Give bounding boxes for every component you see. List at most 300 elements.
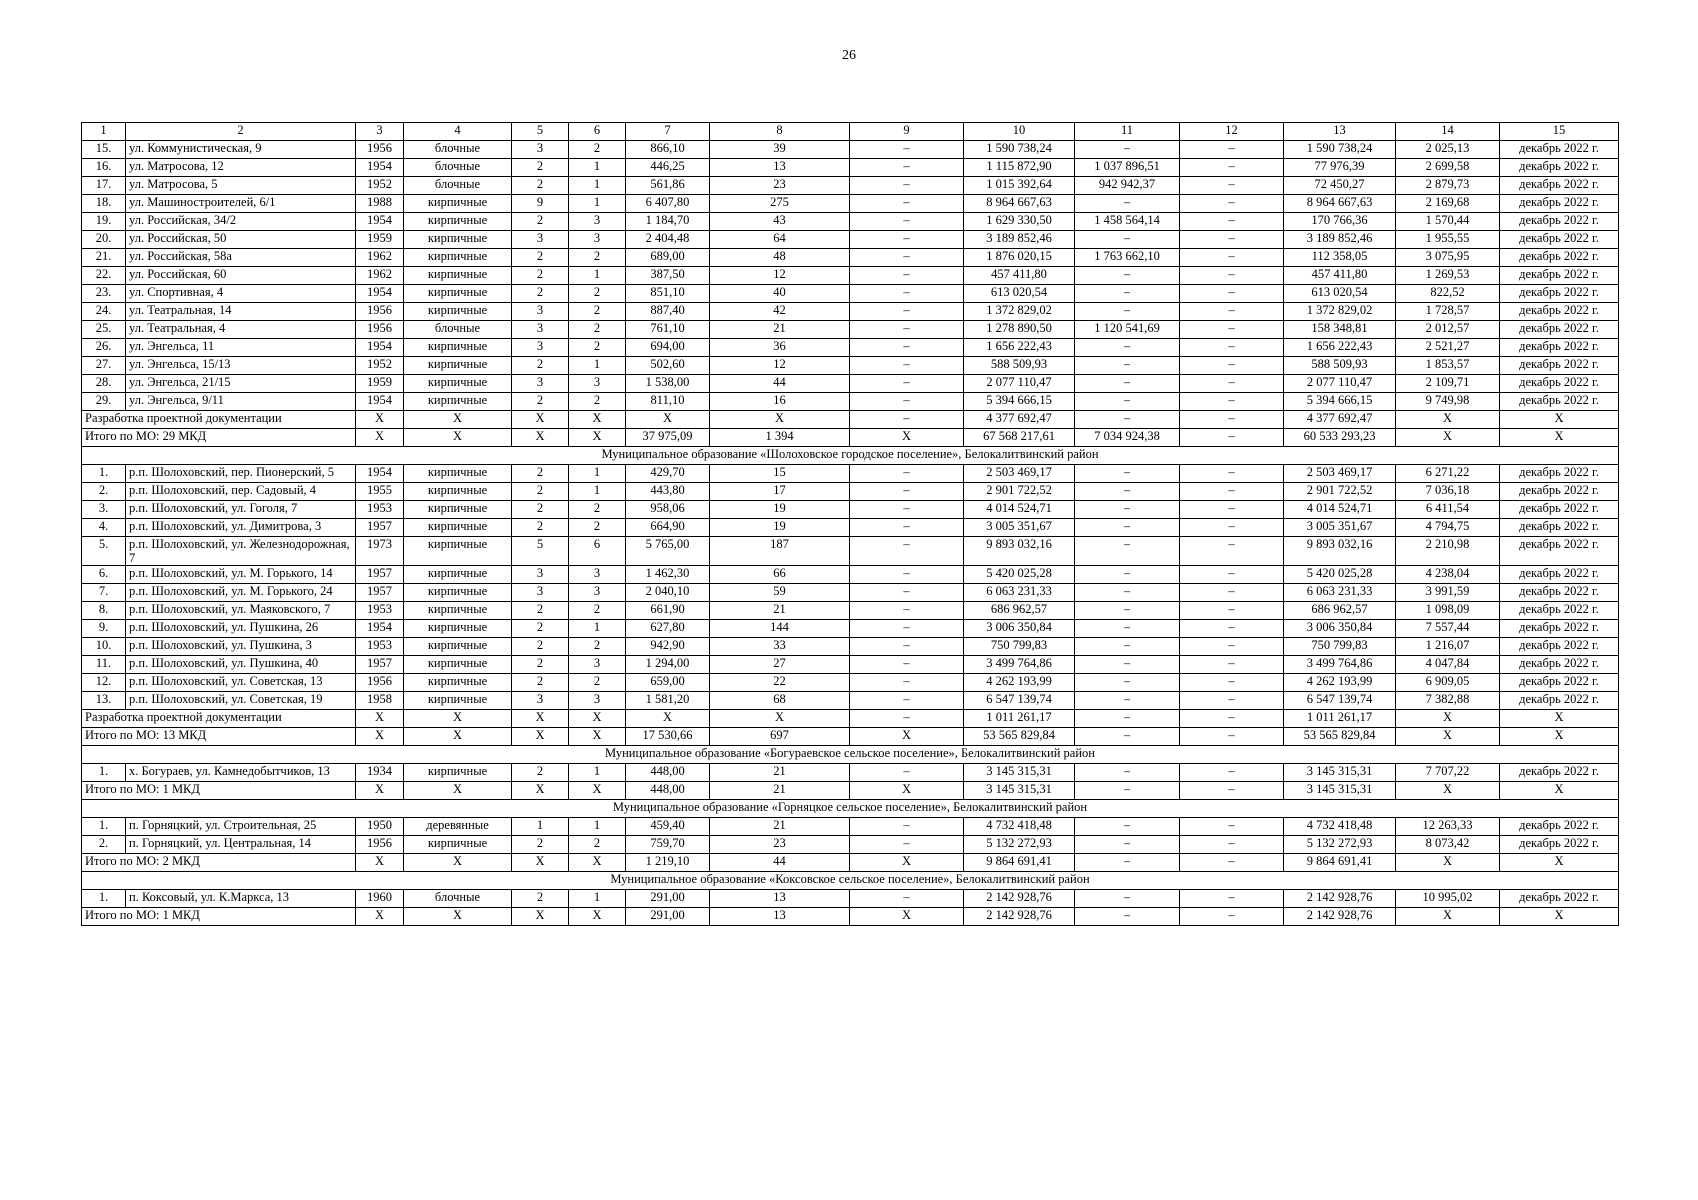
summary-cell: Х	[1500, 908, 1619, 926]
summary-cell: Х	[404, 854, 512, 872]
address-cell: п. Горняцкий, ул. Центральная, 14	[126, 836, 356, 854]
table-cell: 1	[569, 177, 626, 195]
address-cell: ул. Энгельса, 11	[126, 339, 356, 357]
table-cell: 1957	[356, 519, 404, 537]
table-cell: 16	[710, 393, 850, 411]
table-cell: 1 037 896,51	[1075, 159, 1180, 177]
address-cell: п. Коксовый, ул. К.Маркса, 13	[126, 890, 356, 908]
column-number-11: 11	[1075, 123, 1180, 141]
table-cell: 22	[710, 674, 850, 692]
table-cell: 1	[569, 620, 626, 638]
address-cell: ул. Машиностроителей, 6/1	[126, 195, 356, 213]
summary-cell: Х	[356, 728, 404, 746]
table-cell: –	[850, 836, 964, 854]
table-cell: кирпичные	[404, 249, 512, 267]
table-cell: –	[1075, 303, 1180, 321]
row-number-cell: 26.	[82, 339, 126, 357]
table-cell: 1 763 662,10	[1075, 249, 1180, 267]
table-cell: 44	[710, 375, 850, 393]
summary-cell: –	[1075, 782, 1180, 800]
summary-row	[82, 411, 1619, 429]
table-cell: –	[1075, 818, 1180, 836]
column-number-14: 14	[1396, 123, 1500, 141]
table-cell: 21	[710, 602, 850, 620]
table-cell: –	[1075, 141, 1180, 159]
table-cell: –	[1180, 285, 1284, 303]
table-cell: –	[1180, 501, 1284, 519]
address-cell: ул. Коммунистическая, 9	[126, 141, 356, 159]
table-cell: 1962	[356, 249, 404, 267]
table-row	[82, 890, 1619, 908]
summary-cell: 2 142 928,76	[964, 908, 1075, 926]
table-cell: 1 538,00	[626, 375, 710, 393]
table-cell: деревянные	[404, 818, 512, 836]
table-cell: 1 098,09	[1396, 602, 1500, 620]
table-cell: –	[1075, 674, 1180, 692]
address-cell: р.п. Шолоховский, ул. Пушкина, 40	[126, 656, 356, 674]
table-cell: 502,60	[626, 357, 710, 375]
table-cell: 2 012,57	[1396, 321, 1500, 339]
table-cell: 1 184,70	[626, 213, 710, 231]
summary-cell: Х	[1396, 429, 1500, 447]
table-cell: декабрь 2022 г.	[1500, 303, 1619, 321]
table-cell: декабрь 2022 г.	[1500, 584, 1619, 602]
address-cell: ул. Театральная, 14	[126, 303, 356, 321]
table-row	[82, 231, 1619, 249]
table-cell: 21	[710, 321, 850, 339]
summary-cell: Х	[850, 782, 964, 800]
table-cell: 3 499 764,86	[964, 656, 1075, 674]
table-cell: 942,90	[626, 638, 710, 656]
table-cell: 3	[569, 375, 626, 393]
table-cell: 6	[569, 537, 626, 566]
table-cell: –	[850, 584, 964, 602]
table-cell: 27	[710, 656, 850, 674]
table-cell: 1	[569, 483, 626, 501]
summary-cell: Х	[569, 908, 626, 926]
table-cell: 1953	[356, 638, 404, 656]
summary-label: Итого по МО: 13 МКД	[82, 728, 356, 746]
table-row	[82, 692, 1619, 710]
table-cell: 443,80	[626, 483, 710, 501]
table-cell: 866,10	[626, 141, 710, 159]
address-cell: р.п. Шолоховский, ул. Железнодорожная, 7	[126, 537, 356, 566]
table-cell: 1 458 564,14	[1075, 213, 1180, 231]
summary-cell: Х	[356, 411, 404, 429]
column-number-2: 2	[126, 123, 356, 141]
summary-cell: Х	[404, 728, 512, 746]
address-cell: р.п. Шолоховский, ул. Пушкина, 3	[126, 638, 356, 656]
table-cell: 1	[569, 195, 626, 213]
summary-row	[82, 908, 1619, 926]
row-number-cell: 1.	[82, 465, 126, 483]
table-cell: 2	[512, 602, 569, 620]
summary-cell: Х	[356, 710, 404, 728]
table-cell: 33	[710, 638, 850, 656]
summary-cell: 1 011 261,17	[1284, 710, 1396, 728]
table-cell: –	[1180, 393, 1284, 411]
table-cell: –	[850, 339, 964, 357]
table-cell: 4 732 418,48	[1284, 818, 1396, 836]
table-cell: 8 964 667,63	[964, 195, 1075, 213]
table-cell: 3	[512, 566, 569, 584]
table-cell: 1 853,57	[1396, 357, 1500, 375]
table-cell: –	[1180, 177, 1284, 195]
table-cell: –	[850, 321, 964, 339]
table-row	[82, 602, 1619, 620]
table-cell: –	[850, 638, 964, 656]
table-cell: –	[850, 602, 964, 620]
table-cell: 2	[512, 285, 569, 303]
column-number-13: 13	[1284, 123, 1396, 141]
summary-cell: Х	[1500, 728, 1619, 746]
table-cell: 2	[512, 357, 569, 375]
row-number-cell: 11.	[82, 656, 126, 674]
table-cell: 13	[710, 890, 850, 908]
section-header-row	[82, 447, 1619, 465]
summary-row	[82, 854, 1619, 872]
table-cell: 3	[569, 231, 626, 249]
summary-label: Разработка проектной документации	[82, 411, 356, 429]
table-cell: декабрь 2022 г.	[1500, 620, 1619, 638]
table-cell: 1956	[356, 674, 404, 692]
summary-cell: 448,00	[626, 782, 710, 800]
table-cell: 3	[512, 375, 569, 393]
table-cell: 1	[569, 159, 626, 177]
address-cell: р.п. Шолоховский, ул. Советская, 13	[126, 674, 356, 692]
table-cell: декабрь 2022 г.	[1500, 638, 1619, 656]
table-row	[82, 519, 1619, 537]
table-cell: 2 503 469,17	[964, 465, 1075, 483]
table-body	[82, 141, 1619, 926]
table-cell: 2 901 722,52	[964, 483, 1075, 501]
table-cell: декабрь 2022 г.	[1500, 213, 1619, 231]
row-number-cell: 8.	[82, 602, 126, 620]
table-cell: 3	[512, 141, 569, 159]
address-cell: р.п. Шолоховский, ул. Советская, 19	[126, 692, 356, 710]
row-number-cell: 29.	[82, 393, 126, 411]
table-cell: 1	[569, 764, 626, 782]
table-cell: 2	[569, 638, 626, 656]
table-cell: –	[1075, 602, 1180, 620]
table-cell: 958,06	[626, 501, 710, 519]
table-cell: 1 629 330,50	[964, 213, 1075, 231]
summary-label: Итого по МО: 1 МКД	[82, 908, 356, 926]
table-cell: 1954	[356, 159, 404, 177]
table-cell: 39	[710, 141, 850, 159]
table-cell: 5 132 272,93	[1284, 836, 1396, 854]
table-cell: блочные	[404, 159, 512, 177]
column-number-6: 6	[569, 123, 626, 141]
summary-row	[82, 728, 1619, 746]
table-cell: 1934	[356, 764, 404, 782]
table-cell: 4 014 524,71	[964, 501, 1075, 519]
table-cell: декабрь 2022 г.	[1500, 465, 1619, 483]
summary-cell: 37 975,09	[626, 429, 710, 447]
table-cell: –	[1180, 519, 1284, 537]
table-cell: –	[1180, 321, 1284, 339]
table-cell: 6 547 139,74	[1284, 692, 1396, 710]
table-cell: 1953	[356, 501, 404, 519]
row-number-cell: 1.	[82, 818, 126, 836]
table-cell: 686 962,57	[1284, 602, 1396, 620]
summary-cell: Х	[1500, 854, 1619, 872]
table-cell: –	[1180, 213, 1284, 231]
table-cell: кирпичные	[404, 339, 512, 357]
table-cell: 40	[710, 285, 850, 303]
table-cell: 1	[569, 357, 626, 375]
summary-cell: Х	[356, 429, 404, 447]
column-number-4: 4	[404, 123, 512, 141]
table-cell: –	[1075, 537, 1180, 566]
table-cell: блочные	[404, 890, 512, 908]
table-cell: 3	[569, 566, 626, 584]
table-cell: 2	[569, 836, 626, 854]
table-cell: 12	[710, 267, 850, 285]
summary-cell: Х	[710, 710, 850, 728]
summary-cell: –	[1075, 854, 1180, 872]
table-cell: декабрь 2022 г.	[1500, 501, 1619, 519]
row-number-cell: 28.	[82, 375, 126, 393]
table-cell: 4 732 418,48	[964, 818, 1075, 836]
summary-cell: Х	[356, 854, 404, 872]
table-cell: –	[1180, 584, 1284, 602]
table-cell: 3 005 351,67	[1284, 519, 1396, 537]
table-row	[82, 818, 1619, 836]
summary-cell: 697	[710, 728, 850, 746]
table-cell: 811,10	[626, 393, 710, 411]
address-cell: ул. Энгельса, 15/13	[126, 357, 356, 375]
table-cell: 2	[569, 602, 626, 620]
table-cell: –	[1075, 393, 1180, 411]
row-number-cell: 24.	[82, 303, 126, 321]
table-cell: 275	[710, 195, 850, 213]
table-row	[82, 249, 1619, 267]
table-cell: декабрь 2022 г.	[1500, 674, 1619, 692]
summary-row	[82, 710, 1619, 728]
table-cell: –	[1075, 267, 1180, 285]
summary-cell: Х	[512, 908, 569, 926]
table-cell: 2 025,13	[1396, 141, 1500, 159]
table-cell: –	[850, 483, 964, 501]
table-cell: 2 077 110,47	[964, 375, 1075, 393]
summary-cell: 7 034 924,38	[1075, 429, 1180, 447]
table-cell: декабрь 2022 г.	[1500, 249, 1619, 267]
table-cell: 2	[512, 501, 569, 519]
table-cell: 3 189 852,46	[1284, 231, 1396, 249]
table-cell: 9 749,98	[1396, 393, 1500, 411]
table-cell: 4 238,04	[1396, 566, 1500, 584]
table-cell: –	[1180, 303, 1284, 321]
table-cell: 822,52	[1396, 285, 1500, 303]
table-cell: 1955	[356, 483, 404, 501]
table-cell: 3 145 315,31	[1284, 764, 1396, 782]
table-cell: 457 411,80	[1284, 267, 1396, 285]
table-cell: –	[1180, 602, 1284, 620]
summary-cell: Х	[1396, 854, 1500, 872]
row-number-cell: 1.	[82, 764, 126, 782]
table-cell: 1 581,20	[626, 692, 710, 710]
table-cell: блочные	[404, 321, 512, 339]
table-cell: 12	[710, 357, 850, 375]
table-row	[82, 764, 1619, 782]
municipality-title: Муниципальное образование «Богураевское сельское поселение», Белокалитвинский район	[82, 746, 1619, 764]
table-cell: 17	[710, 483, 850, 501]
table-cell: кирпичные	[404, 602, 512, 620]
table-cell: 2	[569, 303, 626, 321]
table-cell: 2 142 928,76	[1284, 890, 1396, 908]
table-cell: 457 411,80	[964, 267, 1075, 285]
table-cell: 23	[710, 177, 850, 195]
table-cell: 5 394 666,15	[1284, 393, 1396, 411]
table-cell: –	[850, 195, 964, 213]
table-cell: 2 404,48	[626, 231, 710, 249]
table-cell: декабрь 2022 г.	[1500, 519, 1619, 537]
table-cell: –	[1180, 141, 1284, 159]
table-cell: 9 893 032,16	[964, 537, 1075, 566]
table-cell: 4 014 524,71	[1284, 501, 1396, 519]
row-number-cell: 25.	[82, 321, 126, 339]
table-cell: –	[850, 267, 964, 285]
address-cell: р.п. Шолоховский, ул. М. Горького, 24	[126, 584, 356, 602]
table-cell: –	[1180, 566, 1284, 584]
summary-cell: Х	[404, 411, 512, 429]
table-cell: –	[1075, 375, 1180, 393]
address-cell: ул. Театральная, 4	[126, 321, 356, 339]
table-cell: декабрь 2022 г.	[1500, 321, 1619, 339]
summary-cell: Х	[850, 854, 964, 872]
table-cell: кирпичные	[404, 764, 512, 782]
table-cell: 4 262 193,99	[964, 674, 1075, 692]
table-cell: 1954	[356, 465, 404, 483]
summary-cell: 291,00	[626, 908, 710, 926]
table-cell: 1954	[356, 285, 404, 303]
table-row	[82, 339, 1619, 357]
table-cell: –	[1075, 692, 1180, 710]
table-cell: 1 278 890,50	[964, 321, 1075, 339]
table-cell: декабрь 2022 г.	[1500, 375, 1619, 393]
table-cell: кирпичные	[404, 519, 512, 537]
table-cell: 6 271,22	[1396, 465, 1500, 483]
summary-cell: 2 142 928,76	[1284, 908, 1396, 926]
table-cell: 448,00	[626, 764, 710, 782]
table-cell: 561,86	[626, 177, 710, 195]
table-cell: 1 372 829,02	[1284, 303, 1396, 321]
summary-cell: Х	[626, 710, 710, 728]
table-cell: 1973	[356, 537, 404, 566]
address-cell: р.п. Шолоховский, пер. Пионерский, 5	[126, 465, 356, 483]
summary-cell: Х	[569, 854, 626, 872]
table-cell: –	[850, 465, 964, 483]
table-cell: кирпичные	[404, 393, 512, 411]
column-number-row	[82, 123, 1619, 141]
table-cell: 7 036,18	[1396, 483, 1500, 501]
table-cell: 23	[710, 836, 850, 854]
summary-cell: Х	[1396, 908, 1500, 926]
summary-cell: –	[1180, 782, 1284, 800]
table-cell: декабрь 2022 г.	[1500, 393, 1619, 411]
table-cell: –	[850, 566, 964, 584]
table-cell: 3 006 350,84	[964, 620, 1075, 638]
summary-cell: 53 565 829,84	[1284, 728, 1396, 746]
table-cell: 3 499 764,86	[1284, 656, 1396, 674]
table-cell: 291,00	[626, 890, 710, 908]
table-cell: кирпичные	[404, 483, 512, 501]
table-cell: –	[1180, 357, 1284, 375]
summary-cell: 53 565 829,84	[964, 728, 1075, 746]
table-cell: декабрь 2022 г.	[1500, 890, 1619, 908]
table-cell: кирпичные	[404, 656, 512, 674]
table-row	[82, 584, 1619, 602]
table-cell: 12 263,33	[1396, 818, 1500, 836]
summary-cell: –	[1180, 429, 1284, 447]
summary-cell: Х	[512, 728, 569, 746]
table-cell: 1954	[356, 620, 404, 638]
summary-cell: 17 530,66	[626, 728, 710, 746]
table-cell: 1957	[356, 566, 404, 584]
table-row	[82, 537, 1619, 566]
table-cell: –	[850, 764, 964, 782]
table-cell: –	[850, 656, 964, 674]
table-cell: кирпичные	[404, 584, 512, 602]
address-cell: ул. Спортивная, 4	[126, 285, 356, 303]
table-cell: 2 503 469,17	[1284, 465, 1396, 483]
summary-cell: Х	[512, 710, 569, 728]
table-cell: кирпичные	[404, 285, 512, 303]
row-number-cell: 9.	[82, 620, 126, 638]
table-cell: кирпичные	[404, 638, 512, 656]
summary-label: Итого по МО: 29 МКД	[82, 429, 356, 447]
table-cell: 1956	[356, 321, 404, 339]
row-number-cell: 2.	[82, 483, 126, 501]
row-number-cell: 13.	[82, 692, 126, 710]
address-cell: ул. Российская, 58а	[126, 249, 356, 267]
table-row	[82, 213, 1619, 231]
table-cell: –	[1180, 483, 1284, 501]
table-cell: 9	[512, 195, 569, 213]
row-number-cell: 1.	[82, 890, 126, 908]
table-cell: декабрь 2022 г.	[1500, 818, 1619, 836]
table-cell: 1 728,57	[1396, 303, 1500, 321]
table-cell: 1 656 222,43	[1284, 339, 1396, 357]
table-row	[82, 674, 1619, 692]
table-cell: –	[850, 249, 964, 267]
row-number-cell: 16.	[82, 159, 126, 177]
table-cell: 1988	[356, 195, 404, 213]
table-cell: 759,70	[626, 836, 710, 854]
table-cell: –	[850, 818, 964, 836]
table-cell: 2	[512, 465, 569, 483]
address-cell: р.п. Шолоховский, пер. Садовый, 4	[126, 483, 356, 501]
table-cell: кирпичные	[404, 537, 512, 566]
summary-cell: Х	[512, 782, 569, 800]
address-cell: р.п. Шолоховский, ул. Маяковского, 7	[126, 602, 356, 620]
column-number-15: 15	[1500, 123, 1619, 141]
table-cell: 5	[512, 537, 569, 566]
table-cell: 6 909,05	[1396, 674, 1500, 692]
table-cell: декабрь 2022 г.	[1500, 141, 1619, 159]
table-cell: 6 411,54	[1396, 501, 1500, 519]
table-cell: –	[1180, 159, 1284, 177]
municipality-title: Муниципальное образование «Коксовское сельское поселение», Белокалитвинский район	[82, 872, 1619, 890]
table-cell: 1957	[356, 656, 404, 674]
table-cell: –	[1180, 620, 1284, 638]
address-cell: х. Богураев, ул. Камнедобытчиков, 13	[126, 764, 356, 782]
table-row	[82, 177, 1619, 195]
table-cell: 3 145 315,31	[964, 764, 1075, 782]
table-cell: 1958	[356, 692, 404, 710]
table-cell: кирпичные	[404, 692, 512, 710]
